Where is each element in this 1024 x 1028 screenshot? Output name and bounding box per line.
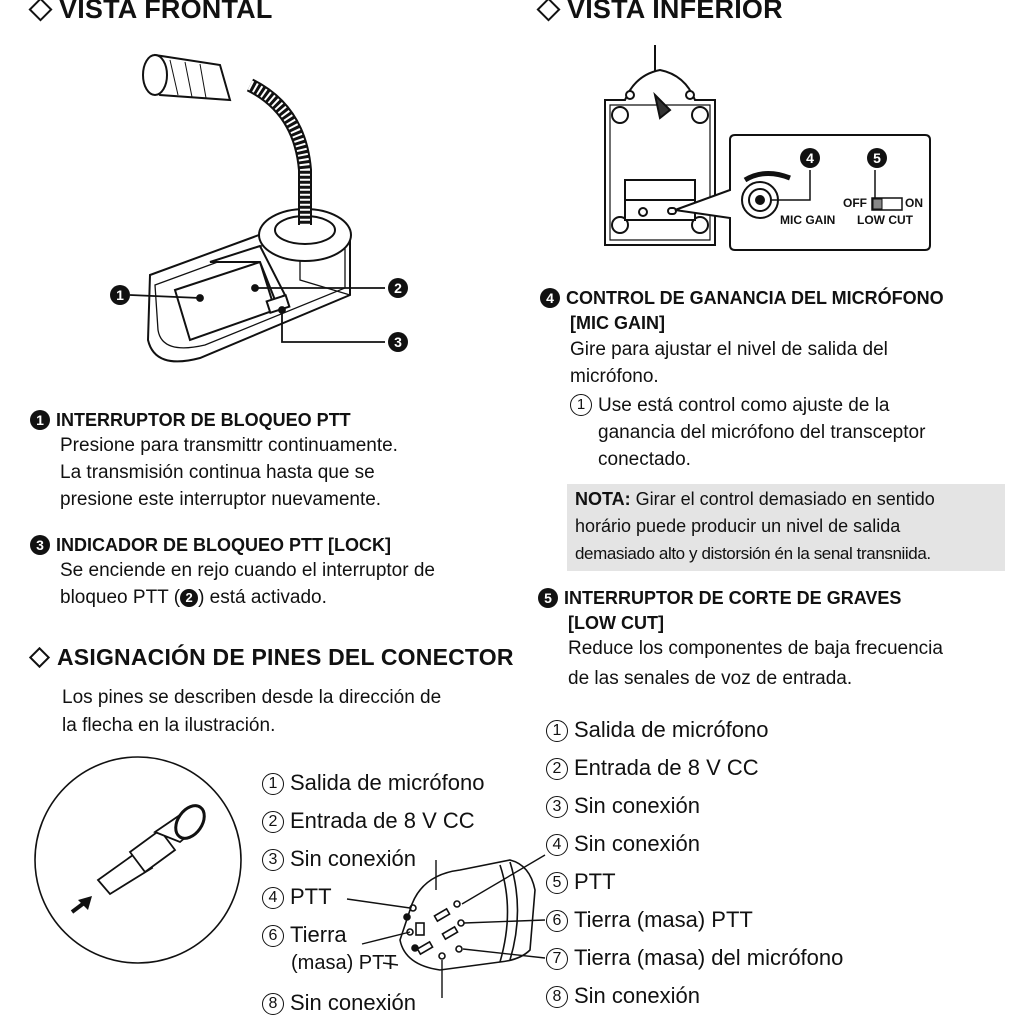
text-fragment: bloqueo PTT ( [60, 587, 181, 608]
number-badge: 4 [540, 288, 560, 308]
pin-label: Salida de micrófono [290, 770, 485, 795]
text-fragment: ) está activado. [198, 587, 327, 608]
pin-number: 3 [546, 796, 568, 818]
low-cut-label: LOW CUT [857, 213, 913, 227]
section-title: INDICADOR DE BLOQUEO PTT [LOCK] [56, 535, 391, 555]
text-line: la flecha en la ilustración. [62, 715, 276, 736]
text-line: demasiado alto y distorsión én la senal transniida. [575, 544, 931, 563]
pin-list-item [546, 983, 843, 1021]
pin-list-item [546, 945, 843, 983]
pin-label: Sin conexión [574, 983, 700, 1008]
text-line: Use está control como ajuste de la [598, 395, 890, 416]
text-line: horário puede producir un nivel de salida [575, 516, 901, 536]
text-line: Reduce los componentes de baja frecuencia [568, 638, 943, 659]
pin-number: 2 [546, 758, 568, 780]
pin-number: 5 [546, 872, 568, 894]
text-fragment: Girar el control demasiado en sentido [630, 489, 935, 509]
pin-number: 1 [262, 773, 284, 795]
pin-list-item [546, 907, 843, 945]
connector-label [262, 922, 484, 952]
text-line: de las senales de voz de entrada. [568, 668, 853, 689]
text-line: ganancia del micrófono del transceptor [598, 422, 926, 443]
pin-number: 4 [546, 834, 568, 856]
pin-number: 8 [546, 986, 568, 1008]
pin-number: 7 [546, 948, 568, 970]
pin-label: Entrada de 8 V CC [574, 755, 759, 780]
pin-number: 8 [262, 993, 284, 1015]
pin-list-item [546, 717, 843, 755]
callout-4: 4 [800, 148, 820, 168]
pin-label: Sin conexión [574, 831, 700, 856]
pin-number: 3 [262, 849, 284, 871]
pin-label: Sin conexión [290, 990, 416, 1015]
connector-label [262, 884, 484, 922]
number-badge: 3 [30, 535, 50, 555]
number-badge: 1 [30, 410, 50, 430]
pin-list-item [546, 793, 843, 831]
mic-gain-label: MIC GAIN [780, 213, 836, 227]
sub-number: 1 [570, 394, 592, 416]
text-line: conectado. [598, 449, 691, 470]
text-line: Gire para ajustar el nivel de salida del [570, 339, 888, 360]
section-subtitle: [MIC GAIN] [570, 313, 665, 333]
text-line: Los pines se describen desde la dirección de [62, 687, 442, 708]
note-label: NOTA: [575, 489, 631, 509]
connector-label [262, 846, 484, 884]
pin-label: Tierra (masa) PTT [574, 907, 753, 932]
callout-3: 3 [388, 332, 408, 352]
pin-number: 2 [262, 811, 284, 833]
pin-list-item [546, 869, 843, 907]
front-view-title: VISTA FRONTAL [59, 0, 273, 24]
callout-2: 2 [388, 278, 408, 298]
pin-number: 6 [262, 925, 284, 947]
pin-number: 6 [546, 910, 568, 932]
pin-label: (masa) PTT [291, 952, 397, 974]
callout-5: 5 [867, 148, 887, 168]
low-cut-off-label: OFF [843, 196, 867, 210]
connector-label-list [262, 770, 484, 1028]
pin-list [546, 717, 843, 1021]
ref-badge: 2 [180, 589, 198, 607]
pin-label: Sin conexión [574, 793, 700, 818]
text-line: La transmisión continua hasta que se [60, 462, 375, 483]
text-line: micrófono. [570, 366, 659, 387]
section-subtitle: [LOW CUT] [568, 613, 664, 633]
connector-label [262, 808, 484, 846]
bottom-view-title: VISTA INFERIOR [567, 0, 783, 24]
section-title: CONTROL DE GANANCIA DEL MICRÓFONO [566, 288, 944, 308]
pin-number: 4 [262, 887, 284, 909]
pin-label: Sin conexión [290, 846, 416, 871]
text-line: Se enciende en rejo cuando el interruptor de [60, 560, 435, 581]
pin-assignment-title: ASIGNACIÓN DE PINES DEL CONECTOR [57, 644, 514, 670]
section-title: INTERRUPTOR DE BLOQUEO PTT [56, 410, 351, 430]
pin-label: Entrada de 8 V CC [290, 808, 475, 833]
pin-label: PTT [290, 884, 332, 909]
pin-number: 1 [546, 720, 568, 742]
text-line: Presione para transmittr continuamente. [60, 435, 398, 456]
pin-label: Salida de micrófono [574, 717, 769, 742]
connector-label [262, 990, 484, 1028]
pin-label: Tierra (masa) del micrófono [574, 945, 844, 970]
connector-label [291, 952, 484, 990]
callout-1: 1 [110, 285, 130, 305]
connector-label [262, 770, 484, 808]
pin-list-item [546, 755, 843, 793]
pin-list-item [546, 831, 843, 869]
number-badge: 5 [538, 588, 558, 608]
pin-label: PTT [574, 869, 616, 894]
section-title: INTERRUPTOR DE CORTE DE GRAVES [564, 588, 902, 608]
low-cut-on-label: ON [905, 196, 923, 210]
text-line: presione este interruptor nuevamente. [60, 489, 382, 510]
pin-label: Tierra [290, 922, 347, 947]
